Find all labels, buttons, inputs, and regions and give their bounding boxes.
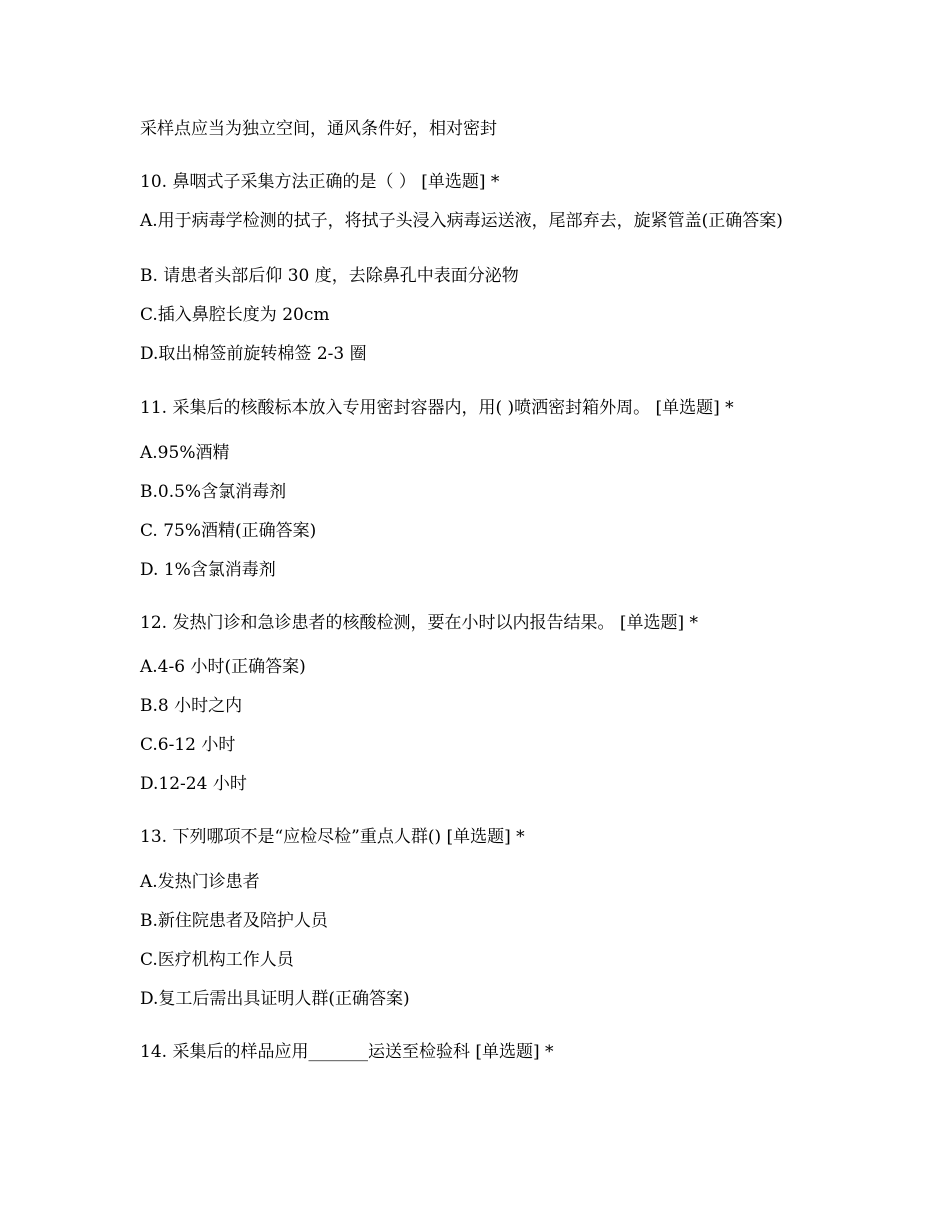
question-11-option-c: C. 75%酒精(正确答案) <box>140 521 317 541</box>
question-10-option-c: C.插入鼻腔长度为 20cm <box>140 305 330 325</box>
question-11-option-b: B.0.5%含氯消毒剂 <box>140 482 287 502</box>
question-10-title: 10. 鼻咽式子采集方法正确的是（ ） [单选题] * <box>140 172 500 192</box>
question-10-option-a: A.用于病毒学检测的拭子，将拭子头浸入病毒运送液，尾部弃去，旋紧管盖(正确答案) <box>140 211 783 231</box>
question-12-title: 12. 发热门诊和急诊患者的核酸检测，要在小时以内报告结果。 [单选题] * <box>140 613 699 633</box>
question-11-title: 11. 采集后的核酸标本放入专用密封容器内，用( )喷洒密封箱外周。 [单选题] * <box>140 398 734 418</box>
question-14-title: 14. 采集后的样品应用_______运送至检验科 [单选题] * <box>140 1042 554 1062</box>
question-13-option-b: B.新住院患者及陪护人员 <box>140 911 328 931</box>
question-12-option-d: D.12-24 小时 <box>140 774 247 794</box>
question-13-option-a: A.发热门诊患者 <box>140 872 260 892</box>
question-12-option-c: C.6-12 小时 <box>140 735 236 755</box>
question-10-option-b: B. 请患者头部后仰 30 度，去除鼻孔中表面分泌物 <box>140 266 519 286</box>
text-line: 采样点应当为独立空间，通风条件好，相对密封 <box>140 119 497 139</box>
question-12-option-b: B.8 小时之内 <box>140 696 243 716</box>
question-13-title: 13. 下列哪项不是“应检尽检”重点人群() [单选题] * <box>140 827 525 847</box>
question-11-option-d: D. 1%含氯消毒剂 <box>140 560 276 580</box>
question-12-option-a: A.4-6 小时(正确答案) <box>140 657 306 677</box>
question-10-option-d: D.取出棉签前旋转棉签 2-3 圈 <box>140 344 367 364</box>
question-13-option-c: C.医疗机构工作人员 <box>140 950 294 970</box>
question-11-option-a: A.95%酒精 <box>140 443 230 463</box>
question-13-option-d: D.复工后需出具证明人群(正确答案) <box>140 989 410 1009</box>
